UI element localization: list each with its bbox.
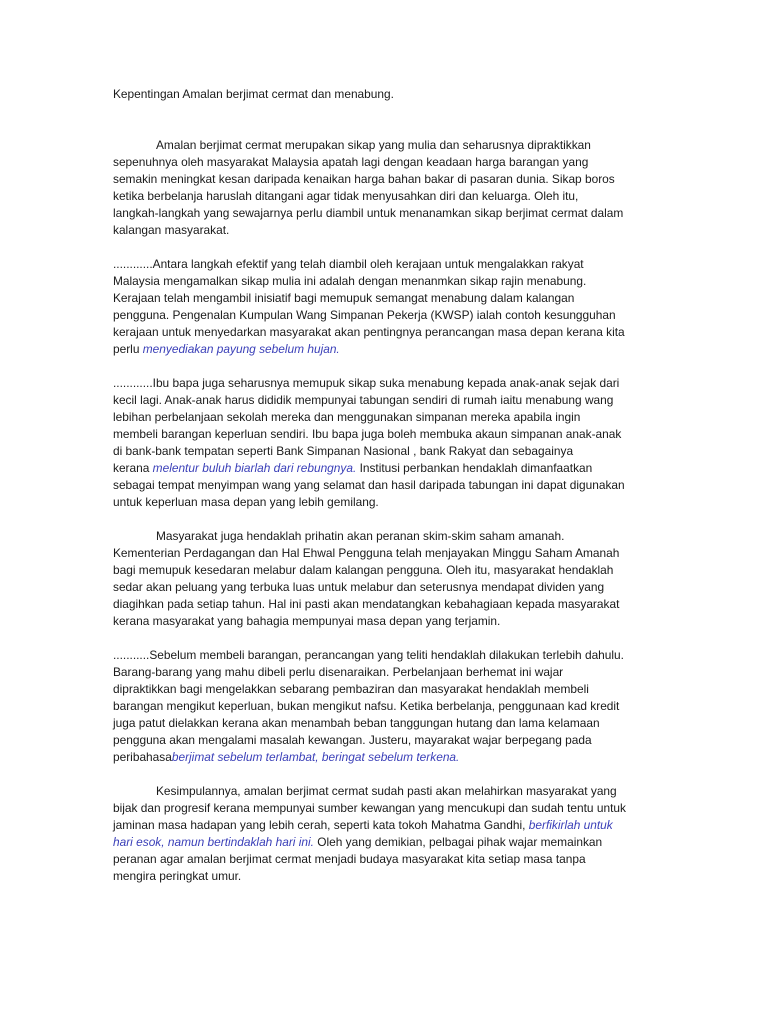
line-text: sepenuhnya oleh masyarakat Malaysia apatah lagi dengan keadaan harga barangan yang: [113, 155, 589, 169]
line-text: Malaysia mengamalkan sikap mulia ini adalah dengan menanmkan sikap rajin menabung.: [113, 274, 587, 288]
paragraph-line: [113, 256, 658, 273]
body-paragraph: [113, 137, 658, 239]
line-text: Kerajaan telah mengambil inisiatif bagi memupuk semangat menabung dalam kalangan: [113, 291, 575, 305]
line-text: Kementerian Perdagangan dan Hal Ehwal Pengguna telah menjayakan Minggu Saham Amanah: [113, 546, 620, 560]
paragraph-line: [113, 307, 658, 324]
line-text: jaminan masa hadapan yang lebih cerah, seperti kata tokoh Mahatma Gandhi,: [113, 818, 529, 832]
line-text: ............Antara langkah efektif yang telah diambil oleh kerajaan untuk mengalakkan rakyat: [113, 257, 584, 271]
line-text: ...........Sebelum membeli barangan, perancangan yang teliti hendaklah dilakukan terlebih dahulu.: [113, 648, 624, 662]
proverb-quote: berfikirlah untuk: [528, 818, 613, 832]
line-text: bagi memupuk kesedaran melabur dalam kalangan pengguna. Oleh itu, masyarakat hendaklah: [113, 563, 614, 577]
paragraph-line: [113, 698, 658, 715]
proverb-quote: hari esok, namun bertindaklah hari ini.: [113, 835, 314, 849]
body-paragraph: [113, 647, 658, 766]
paragraph-line: [113, 647, 658, 664]
paragraph-line: [113, 290, 658, 307]
line-text: kerana masyarakat yang bahagia mempunyai masa depan yang terjamin.: [113, 614, 501, 628]
line-text: peribahasa: [113, 750, 172, 764]
paragraph-line: [113, 494, 658, 511]
line-text: ............Ibu bapa juga seharusnya memupuk sikap suka menabung kepada anak-anak sejak dari: [113, 376, 620, 390]
line-text: bijak dan progresif kerana mempunyai sumber kewangan yang mencukupi dan sudah tentu untuk: [113, 801, 626, 815]
paragraph-line: [113, 868, 658, 885]
line-text: lebihan perbelanjaan sekolah mereka dan menggunakan simpanan mereka apabila ingin: [113, 410, 581, 424]
paragraph-line: [113, 834, 658, 851]
line-text: Oleh yang demikian, pelbagai pihak wajar memainkan: [313, 835, 603, 849]
body-paragraph: [113, 528, 658, 630]
line-text: Institusi perbankan hendaklah dimanfaatkan: [356, 461, 593, 475]
paragraph-line: [113, 222, 658, 239]
paragraph-line: [113, 154, 658, 171]
line-text: mengira peringkat umur.: [113, 869, 242, 883]
line-text: perlu: [113, 342, 143, 356]
paragraph-line: [113, 749, 658, 766]
body-paragraph: [113, 783, 658, 885]
paragraph-line: [113, 409, 658, 426]
line-text: untuk keperluan masa depan yang lebih gemilang.: [113, 495, 379, 509]
paragraph-line: [113, 596, 658, 613]
line-text: Amalan berjimat cermat merupakan sikap yang mulia dan seharusnya dipraktikkan: [156, 138, 591, 152]
paragraph-line: [113, 273, 658, 290]
line-text: juga patut dielakkan kerana akan menambah beban tanggungan hutang dan lama kelamaan: [113, 716, 600, 730]
paragraph-line: [113, 392, 658, 409]
line-text: ketika berbelanja haruslah ditangani agar tidak menyusahkan diri dan keluarga. Oleh itu,: [113, 189, 579, 203]
proverb-quote: berjimat sebelum terlambat, beringat sebelum terkena.: [171, 750, 460, 764]
paragraph-line: [113, 613, 658, 630]
line-text: Kesimpulannya, amalan berjimat cermat sudah pasti akan melahirkan masyarakat yang: [156, 784, 617, 798]
paragraph-line: [113, 460, 658, 477]
paragraph-line: [113, 562, 658, 579]
line-text: semakin meningkat kesan daripada kenaikan harga bahan bakar di pasaran dunia. Sikap boros: [113, 172, 615, 186]
line-text: langkah-langkah yang sewajarnya perlu diambil untuk menanamkan sikap berjimat cermat dalam: [113, 206, 624, 220]
line-text: kerajaan untuk menyedarkan masyarakat akan pentingnya perancangan masa depan kerana kita: [113, 325, 625, 339]
paragraph-line: [113, 137, 658, 154]
paragraph-line: [113, 205, 658, 222]
line-text: barangan mengikut keperluan, bukan mengikut nafsu. Ketika berbelanja, penggunaan kad kredit: [113, 699, 620, 713]
paragraph-line: [113, 477, 658, 494]
paragraph-line: [113, 579, 658, 596]
line-text: pengguna. Pengenalan Kumpulan Wang Simpanan Pekerja (KWSP) ialah contoh kesungguhan: [113, 308, 616, 322]
line-text: kalangan masyarakat.: [113, 223, 230, 237]
paragraph-line: [113, 783, 658, 800]
paragraph-line: [113, 324, 658, 341]
paragraph-line: [113, 681, 658, 698]
paragraph-line: [113, 800, 658, 817]
document-title: Kepentingan Amalan berjimat cermat dan menabung.: [113, 87, 394, 101]
document-body: [113, 86, 658, 902]
line-text: kecil lagi. Anak-anak harus dididik mempunyai tabungan sendiri di rumah iaitu menabung wang: [113, 393, 614, 407]
line-text: Barang-barang yang mahu dibeli perlu disenaraikan. Perbelanjaan berhemat ini wajar: [113, 665, 564, 679]
proverb-quote: melentur buluh biarlah dari rebungnya.: [152, 461, 357, 475]
paragraph-line: [113, 443, 658, 460]
body-paragraph: [113, 375, 658, 511]
line-text: kerana: [113, 461, 153, 475]
paragraph-line: [113, 545, 658, 562]
line-text: diagihkan pada setiap tahun. Hal ini pasti akan mendatangkan kebahagiaan kepada masyarakat: [113, 597, 620, 611]
paragraph-line: [113, 715, 658, 732]
line-text: sebagai tempat menyimpan wang yang selamat dan hasil daripada tabungan ini dapat digunakan: [113, 478, 625, 492]
line-text: sedar akan peluang yang terbuka luas untuk melabur dan seterusnya mendapat dividen yang: [113, 580, 605, 594]
line-text: membeli barangan keperluan sendiri. Ibu bapa juga boleh membuka akaun simpanan anak-anak: [113, 427, 622, 441]
paragraph-list: [113, 137, 658, 885]
proverb-quote: menyediakan payung sebelum hujan.: [142, 342, 340, 356]
paragraph-line: [113, 171, 658, 188]
paragraph-line: [113, 528, 658, 545]
paragraph-line: [113, 817, 658, 834]
line-text: dipraktikkan bagi mengelakkan sebarang pembaziran dan masyarakat hendaklah membeli: [113, 682, 589, 696]
line-text: Masyarakat juga hendaklah prihatin akan peranan skim-skim saham amanah.: [156, 529, 565, 543]
paragraph-line: [113, 664, 658, 681]
paragraph-line: [113, 851, 658, 868]
paragraph-line: [113, 426, 658, 443]
line-text: pengguna akan mengalami masalah kewangan. Justeru, mayarakat wajar berpegang pada: [113, 733, 592, 747]
paragraph-line: [113, 188, 658, 205]
paragraph-line: [113, 375, 658, 392]
body-paragraph: [113, 256, 658, 358]
line-text: di bank-bank tempatan seperti Bank Simpanan Nasional , bank Rakyat dan sebagainya: [113, 444, 574, 458]
paragraph-line: [113, 341, 658, 358]
paragraph-line: [113, 732, 658, 749]
line-text: peranan agar amalan berjimat cermat menjadi budaya masyarakat kita setiap masa tanpa: [113, 852, 586, 866]
